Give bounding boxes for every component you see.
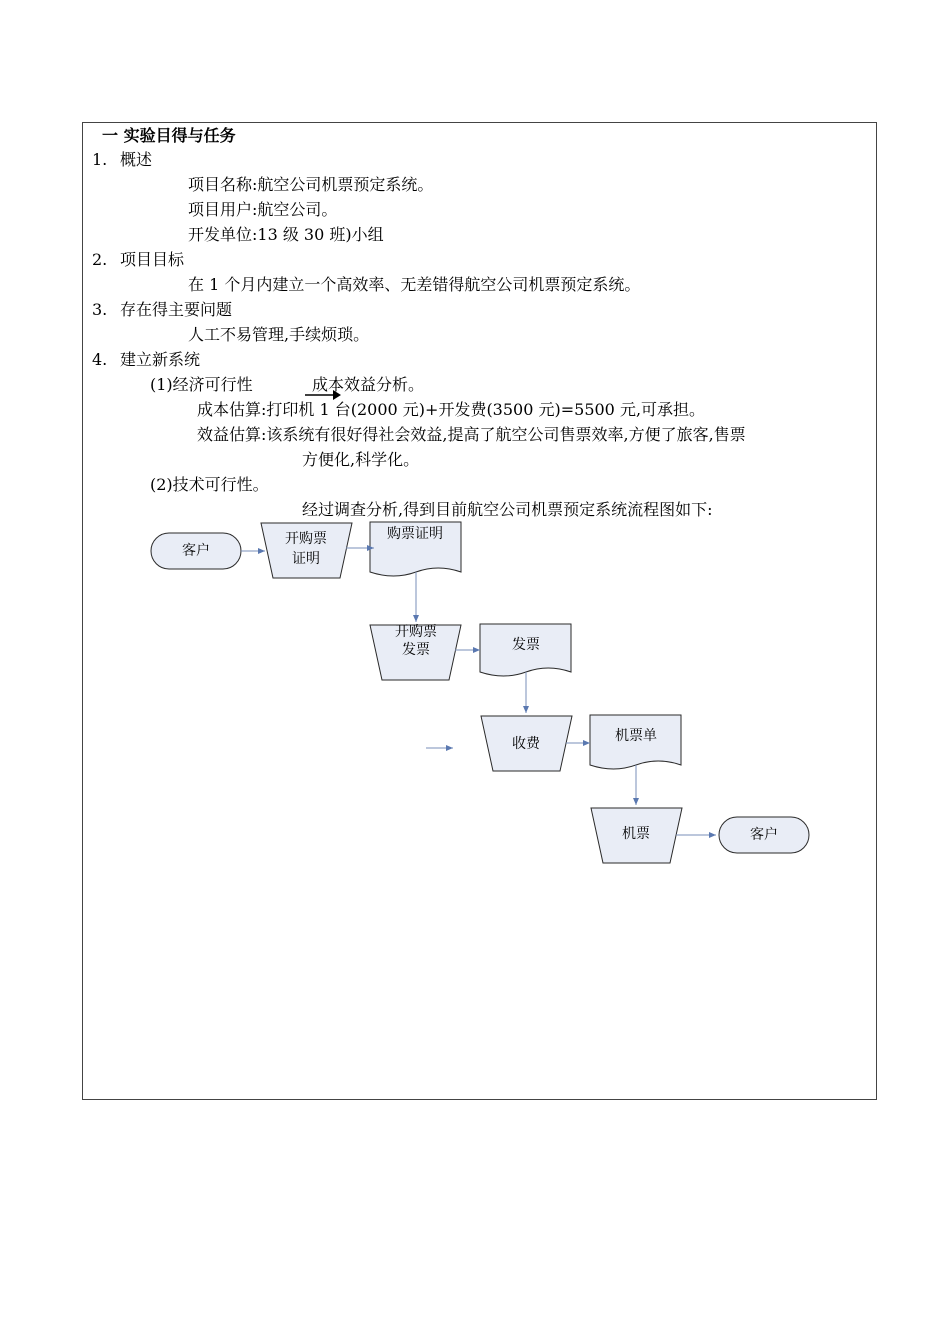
invoice-document	[480, 624, 571, 676]
goal-line: 在 1 个月内建立一个高效率、无差错得航空公司机票预定系统。	[188, 275, 641, 294]
invoice-document-label: 发票	[512, 637, 540, 653]
customer-end-terminator	[719, 817, 809, 853]
certificate-document-label: 购票证明	[387, 526, 443, 542]
cost-benefit-analysis: 成本效益分析。	[312, 375, 425, 394]
issue-invoice-label-2: 发票	[402, 642, 430, 658]
issue-certificate-process	[261, 523, 352, 578]
issue-invoice-label-1: 开购票	[395, 624, 437, 640]
flowchart-intro-line: 经过调查分析,得到目前航空公司机票预定系统流程图如下:	[302, 500, 713, 519]
item-4-number: 4.	[92, 350, 108, 369]
economic-feasibility-label: (1)经济可行性	[150, 375, 253, 394]
benefit-estimate-continued: 方便化,科学化。	[302, 450, 420, 469]
ticket-order-label: 机票单	[615, 728, 657, 744]
customer-start-label: 客户	[182, 543, 210, 559]
benefit-estimate-line: 效益估算:该系统有很好得社会效益,提高了航空公司售票效率,方便了旅客,售票	[197, 425, 746, 444]
item-4-title: 建立新系统	[120, 350, 201, 369]
ticket-order-document	[590, 715, 681, 769]
cost-estimate-line: 成本估算:打印机 1 台(2000 元)+开发费(3500 元)=5500 元,可承担。	[197, 400, 706, 419]
item-3-title: 存在得主要问题	[120, 300, 233, 319]
charge-process	[481, 716, 572, 771]
certificate-document	[370, 522, 461, 576]
project-user-line: 项目用户:航空公司。	[188, 200, 338, 219]
item-2-number: 2.	[92, 250, 108, 269]
issue-certificate-label-2: 证明	[292, 551, 320, 567]
section-title: 一 实验目得与任务	[102, 126, 236, 145]
ticket-label: 机票	[622, 826, 650, 842]
item-1-number: 1.	[92, 150, 108, 169]
issue-certificate-label-1: 开购票	[285, 531, 327, 547]
item-2-title: 项目目标	[120, 250, 185, 269]
customer-start-terminator	[151, 533, 241, 569]
ticket-process	[591, 808, 682, 863]
issue-invoice-process	[370, 624, 461, 680]
problem-line: 人工不易管理,手续烦琐。	[188, 325, 370, 344]
customer-end-label: 客户	[750, 827, 778, 843]
project-name-line: 项目名称:航空公司机票预定系统。	[188, 175, 434, 194]
developer-line: 开发单位:13 级 30 班)小组	[188, 225, 384, 244]
item-1-title: 概述	[120, 150, 153, 169]
charge-label: 收费	[512, 736, 540, 752]
item-3-number: 3.	[92, 300, 108, 319]
technical-feasibility-label: (2)技术可行性。	[150, 475, 269, 494]
